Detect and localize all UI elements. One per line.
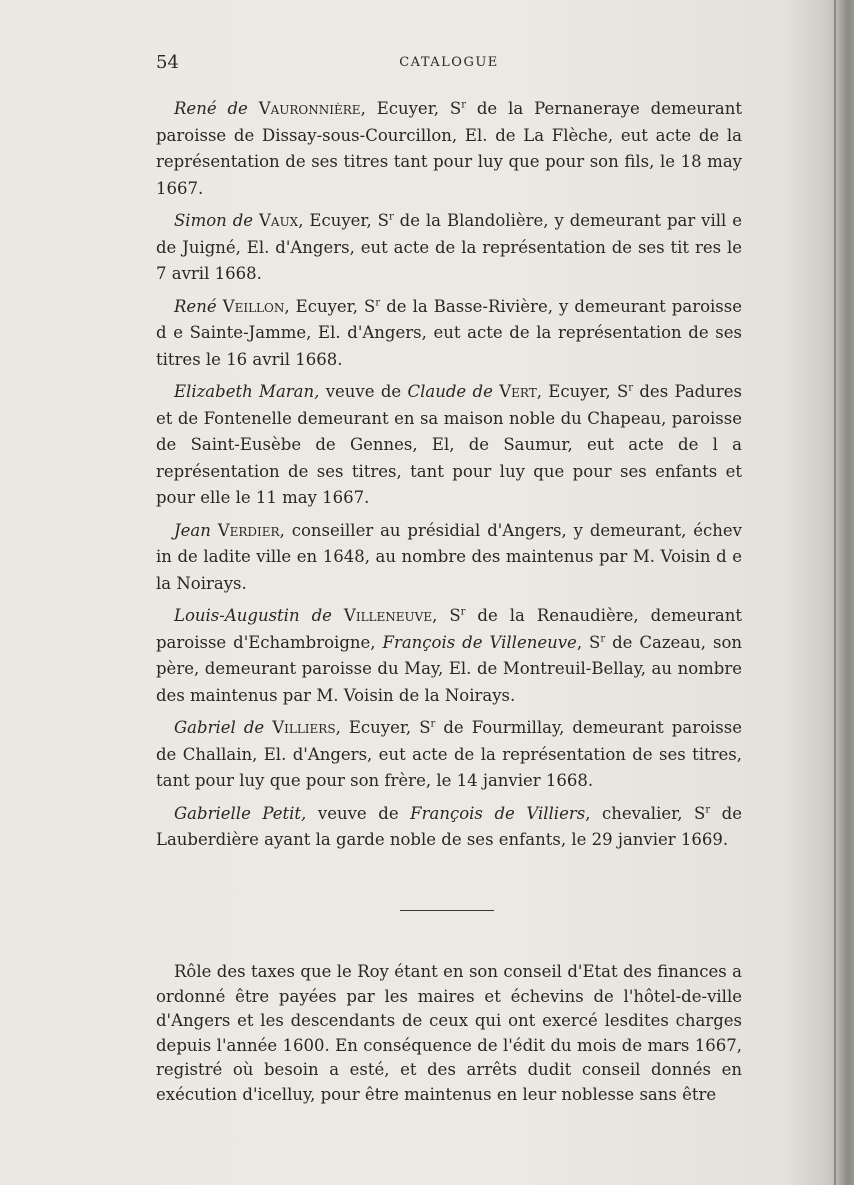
entry-rest: de Lauberdière ayant la garde noble de ses enfants, le 29 janvier 1669. <box>156 803 743 849</box>
entry-text: , Ecuyer, S <box>298 211 389 230</box>
entry-sr: r <box>705 804 711 815</box>
entry-sr-2: r <box>600 633 606 644</box>
entry-given-name-2: François de Villiers <box>410 803 586 823</box>
entry-text-2: , S <box>576 632 601 652</box>
entry-petit <box>156 801 742 854</box>
entry-villiers-gabriel <box>156 715 742 795</box>
entry-surname: Verdier <box>217 520 280 540</box>
entry-surname: Vauronnière <box>258 99 361 118</box>
entry-given-name: Louis-Augustin de <box>174 606 332 625</box>
entry-rest: de Cazeau, son père, demeurant paroisse du May, El. de Montreuil-Bellay, au nombre des maintenus par M. Voisin de la Noirays. <box>156 632 743 705</box>
entry-given-name: Gabrielle Petit, <box>174 803 307 823</box>
entry-rest: , conseiller au présidial d'Angers, y demeurant, échev in de ladite ville en 1648, au nombre des maintenus par M. Voisin d e la Noirays. <box>156 520 742 593</box>
entry-veillon <box>156 294 742 374</box>
entry-rest: des Padures et de Fontenelle demeurant en sa maison noble du Chapeau, paroisse de Saint-Eusèbe de Gennes, El, de Saumur, eut acte de l a représentation de ses titres, tant pour luy que pour ses enfants et pour elle le 11 may 1667. <box>156 382 742 507</box>
entry-mid: veuve de <box>306 803 411 823</box>
entry-surname: Veillon <box>222 296 285 316</box>
entry-given-name-2: Claude de <box>407 382 493 401</box>
entry-mid: veuve de <box>319 382 408 401</box>
gutter-edge <box>834 0 836 1185</box>
entry-text: , Ecuyer, S <box>536 382 629 401</box>
entry-rest: de la Basse-Rivière, y demeurant paroisse d e Sainte-Jamme, El. d'Angers, eut acte de la représentation de ses titres le 16 avril 1668. <box>156 296 742 369</box>
entry-given-name-2: François de Villeneuve <box>382 632 577 652</box>
entry-villeneuve <box>156 603 742 709</box>
entry-sr: r <box>388 211 394 223</box>
entry-given-name: Elizabeth Maran, <box>174 382 320 401</box>
entry-given-name: Jean <box>174 520 211 540</box>
entry-given-name: René de <box>174 99 248 118</box>
entry-vert <box>156 379 742 512</box>
entry-text: , Ecuyer, S <box>284 296 376 316</box>
entry-vaux <box>156 208 742 288</box>
entry-sr: r <box>375 297 381 308</box>
page-number: 54 <box>156 52 179 73</box>
running-head: CATALOGUE <box>399 55 499 70</box>
catalogue-entries <box>156 96 742 860</box>
entry-rest: de la Pernaneraye demeurant paroisse de Dissay-sous-Courcillon, El. de La Flèche, eut acte de la représentation de ses titres tant pour luy que pour son fils, le 18 may 1667. <box>156 99 742 198</box>
entry-given-name: Gabriel de <box>174 718 265 737</box>
entry-rest-a: de la Renaudière, demeurant paroisse d'Echambroigne, <box>156 606 743 652</box>
entry-verdier <box>156 518 742 598</box>
entry-surname: Vaux <box>258 211 299 230</box>
entry-surname: Vert <box>499 382 537 401</box>
entry-given-name: René <box>174 296 217 316</box>
entry-rest: de Fourmillay, demeurant paroisse de Challain, El. d'Angers, eut acte de la représentation de ses titres, tant pour luy que pour son frère, le 14 janvier 1668. <box>156 718 743 790</box>
entry-sr: r <box>461 99 466 111</box>
section-divider <box>400 910 494 911</box>
entry-text: , S <box>432 606 461 625</box>
entry-surname: Villeneuve <box>343 606 433 625</box>
entry-text: , chevalier, S <box>585 803 706 823</box>
entry-given-name: Simon de <box>174 211 254 230</box>
entry-text: , Ecuyer, S <box>360 99 462 118</box>
entry-rest: de la Blandolière, y demeurant par vill e de Juigné, El. d'Angers, eut acte de la représentation de ses tit res le 7 avril 1668. <box>156 211 743 283</box>
entry-sr: r <box>430 718 436 730</box>
entry-vauronniere <box>156 96 742 202</box>
roll-paragraph: Rôle des taxes que le Roy étant en son conseil d'Etat des finances a ordonné être payées par les maires et échevins de l'hôtel-de-ville d'Angers et les descendants de ceux qui ont exercé lesdites charges depuis l'année 1600. En conséquence de l'édit du mois de mars 1667, registré où besoin a esté, et des arrêts dudit conseil donnés en exécution d'icelluy, pour être maintenus en leur noblesse sans être <box>156 962 742 1104</box>
entry-surname: Villiers <box>272 718 336 737</box>
entry-text: , Ecuyer, S <box>335 718 431 737</box>
entry-sr: r <box>628 382 634 394</box>
page-header <box>156 52 742 76</box>
entry-sr: r <box>460 606 466 618</box>
